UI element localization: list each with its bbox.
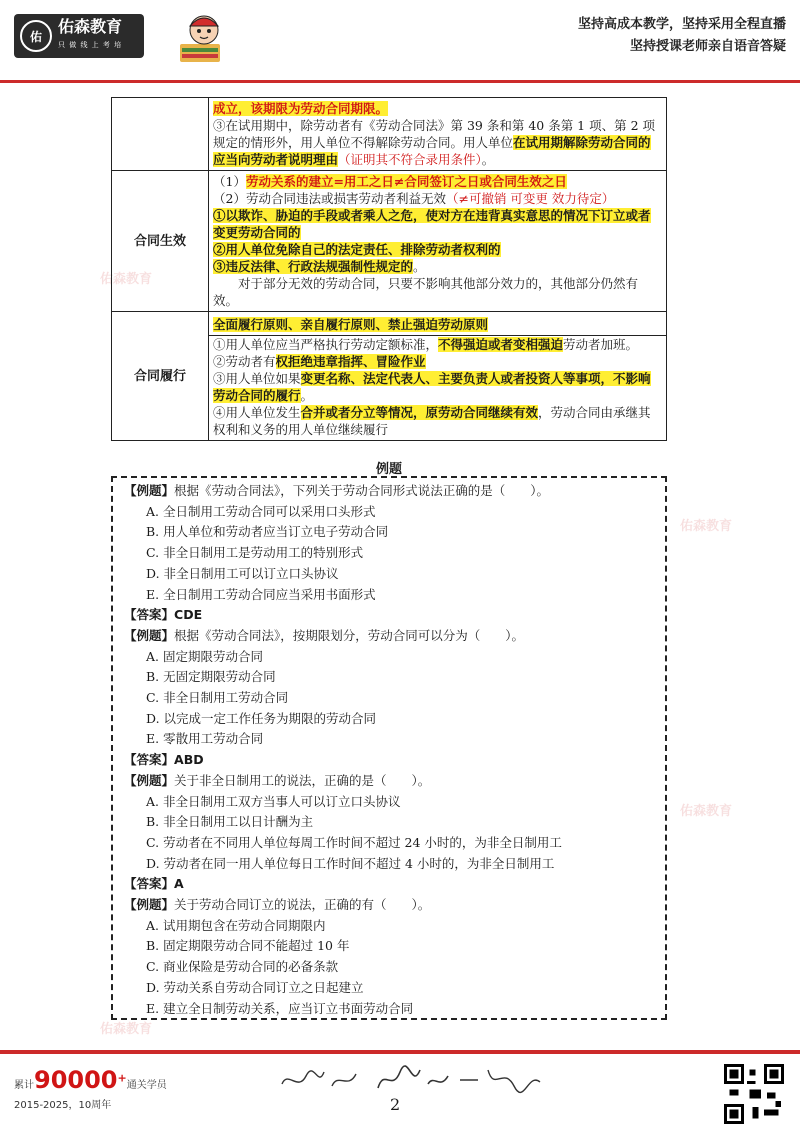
option-item: E. 建立全日制劳动关系，应当订立书面劳动合同 xyxy=(146,1000,414,1016)
header-taglines xyxy=(578,14,786,58)
knowledge-table xyxy=(111,97,667,441)
row-label: 合同履行 xyxy=(112,312,209,441)
body-text: ①用人单位应当严格执行劳动定额标准， xyxy=(213,337,439,352)
option-item: B. 用人单位和劳动者应当订立电子劳动合同 xyxy=(146,524,389,540)
mascot-icon xyxy=(176,8,228,66)
logo-name: 佑森教育 xyxy=(58,17,123,36)
option-item: A. 固定期限劳动合同 xyxy=(146,648,263,664)
highlight-text: ③违反法律、行政法规强制性规定的 xyxy=(213,259,414,274)
option-item: D. 非全日制用工可以订立口头协议 xyxy=(146,565,339,581)
logo-mark-icon: 佑 xyxy=(20,20,52,52)
answer: 【答案】A xyxy=(124,876,184,892)
highlight-text: 变更名称、法定代表人、主要负责人或者投资人等事项，不影响劳动合同的履行 xyxy=(213,371,651,403)
note-text: （≠可撤销 可变更 效力待定） xyxy=(445,191,615,206)
option-item: D. 劳动者在同一用人单位每日工作时间不超过 4 小时的，为非全日制用工 xyxy=(146,855,555,871)
option-item: C. 劳动者在不同用人单位每周工作时间不超过 24 小时的，为非全日制用工 xyxy=(146,834,562,850)
handwritten-motto-icon xyxy=(278,1062,548,1098)
table-row xyxy=(112,312,667,441)
page-number: 2 xyxy=(390,1095,401,1114)
stat-suffix: 通关学员 xyxy=(126,1080,167,1091)
qr-code-icon xyxy=(724,1064,784,1124)
highlight-text: 不得强迫或者变相强迫 xyxy=(438,337,564,352)
question: 【例题】根据《劳动合同法》，下列关于劳动合同形式说法正确的是（ ）。 xyxy=(124,483,550,498)
highlight-text: 劳动关系的建立=用工之日≠合同签订之日或合同生效之日 xyxy=(245,174,567,189)
examples-content xyxy=(124,481,664,1019)
highlight-text: 在试用期解除劳动合同的应当向劳动者说明理由 xyxy=(213,135,651,167)
body-text: ②劳动者有 xyxy=(213,354,276,369)
table-row xyxy=(112,98,667,171)
page-header xyxy=(0,0,800,72)
body-text: ③在试用期中，除劳动者有《劳动合同法》第 39 条和第 40 条第 1 项、第 2 项规定的情形外，用人单位不得解除劳动合同。用人单位 xyxy=(213,118,656,150)
watermark: 佑森教育 xyxy=(680,804,733,819)
option-item: E. 全日制用工劳动合同应当采用书面形式 xyxy=(146,586,376,602)
question: 【例题】关于劳动合同订立的说法，正确的有（ ）。 xyxy=(124,897,431,913)
logo-slogan: 只 做 线 上 考 培 xyxy=(58,41,123,49)
brand-logo xyxy=(14,14,144,58)
option-item: C. 非全日制用工是劳动用工的特别形式 xyxy=(146,545,364,561)
answer: 【答案】CDE xyxy=(124,607,203,623)
table-cell: 成立，该期限为劳动合同期限。 ③在试用期中，除劳动者有《劳动合同法》第 39 条和第 40 条第 1 项、第 2 项规定的情形外，用人单位不得解除劳动合同。用人单位在试用期解除劳动合同的应当向劳动者说明理由（证明其不符合录用条件）。 xyxy=(209,98,667,171)
option-item: C. 非全日制用工劳动合同 xyxy=(146,690,289,706)
body-text: ③用人单位如果 xyxy=(213,371,301,386)
row-label-empty xyxy=(112,98,209,171)
option-item: B. 固定期限劳动合同不能超过 10 年 xyxy=(146,938,350,954)
option-item: A. 非全日制用工双方当事人可以订立口头协议 xyxy=(146,793,401,809)
watermark: 佑森教育 xyxy=(100,272,153,287)
highlight-text: ①以欺诈、胁迫的手段或者乘人之危，使对方在违背真实意思的情况下订立或者变更劳动合同的 xyxy=(213,208,651,240)
tagline-2: 坚持授课老师亲自语音答疑 xyxy=(629,39,786,54)
stat-number: 90000 xyxy=(34,1066,118,1094)
highlight-text: ②用人单位免除自己的法定责任、排除劳动者权利的 xyxy=(213,242,501,257)
row-label: 合同生效 xyxy=(112,171,209,312)
stat-years: 2015-2025，10周年 xyxy=(14,1100,112,1111)
table-cell: （1）劳动关系的建立=用工之日≠合同签订之日或合同生效之日 （2）劳动合同违法或损害劳动者利益无效（≠可撤销 可变更 效力待定） ①以欺诈、胁迫的手段或者乘人之危，使对方在违背真实意思的情况下订立或者变更劳动合同的 ②用人单位免除自己的法定责任、排除劳动者权利的 ③违反法律、行政法规强制性规定的。 对于部分无效的劳动合同，只要不影响其他部分效力的，其他部分仍然有效。 xyxy=(209,171,667,312)
option-item: A. 全日制用工劳动合同可以采用口头形式 xyxy=(146,503,376,519)
header-divider xyxy=(0,80,800,83)
table-cell: 全面履行原则、亲自履行原则、禁止强迫劳动原则 ①用人单位应当严格执行劳动定额标准，不得强迫或者变相强迫劳动者加班。 ②劳动者有权拒绝违章指挥、冒险作业 ③用人单位如果变更名称、法定代表人、主要负责人或者投资人等事项，不影响劳动合同的履行。 ④用人单位发生合并或者分立等情况，原劳动合同继续有效，劳动合同由承继其权利和义务的用人单位继续履行 xyxy=(209,312,667,441)
stat-prefix: 累计 xyxy=(14,1080,34,1091)
option-item: C. 商业保险是劳动合同的必备条款 xyxy=(146,959,339,975)
watermark: 佑森教育 xyxy=(680,519,733,534)
highlight-text: 权拒绝违章指挥、冒险作业 xyxy=(275,354,426,369)
highlight-text: 合并或者分立等情况，原劳动合同继续有效 xyxy=(300,405,539,420)
option-item: D. 劳动关系自劳动合同订立之日起建立 xyxy=(146,979,364,995)
body-text: 对于部分无效的劳动合同，只要不影响其他部分效力的，其他部分仍然有效。 xyxy=(213,276,639,308)
option-item: E. 零散用工劳动合同 xyxy=(146,731,264,747)
body-text: （2）劳动合同违法或损害劳动者利益无效 xyxy=(213,191,446,206)
table-row xyxy=(112,171,667,312)
footer-stats: 累计90000+通关学员 2015-2025，10周年 xyxy=(14,1066,167,1111)
question: 【例题】关于非全日制用工的说法，正确的是（ ）。 xyxy=(124,772,431,788)
note-text: （证明其不符合录用条件） xyxy=(338,152,482,167)
option-item: B. 无固定期限劳动合同 xyxy=(146,669,276,685)
option-item: B. 非全日制用工以日计酬为主 xyxy=(146,814,314,830)
option-item: D. 以完成一定工作任务为期限的劳动合同 xyxy=(146,710,377,726)
option-item: A. 试用期包含在劳动合同期限内 xyxy=(146,917,326,933)
highlight-text: 成立，该期限为劳动合同期限。 xyxy=(213,101,389,116)
body-text: ④用人单位发生 xyxy=(213,405,301,420)
footer-divider xyxy=(0,1050,800,1054)
examples-title: 例题 xyxy=(375,462,402,477)
highlight-text: 全面履行原则、亲自履行原则、禁止强迫劳动原则 xyxy=(213,317,489,332)
question: 【例题】根据《劳动合同法》，按期限划分，劳动合同可以分为（ ）。 xyxy=(124,627,525,643)
tagline-1: 坚持高成本教学，坚持采用全程直播 xyxy=(577,17,786,32)
watermark: 佑森教育 xyxy=(100,1022,153,1037)
answer: 【答案】ABD xyxy=(124,752,204,768)
